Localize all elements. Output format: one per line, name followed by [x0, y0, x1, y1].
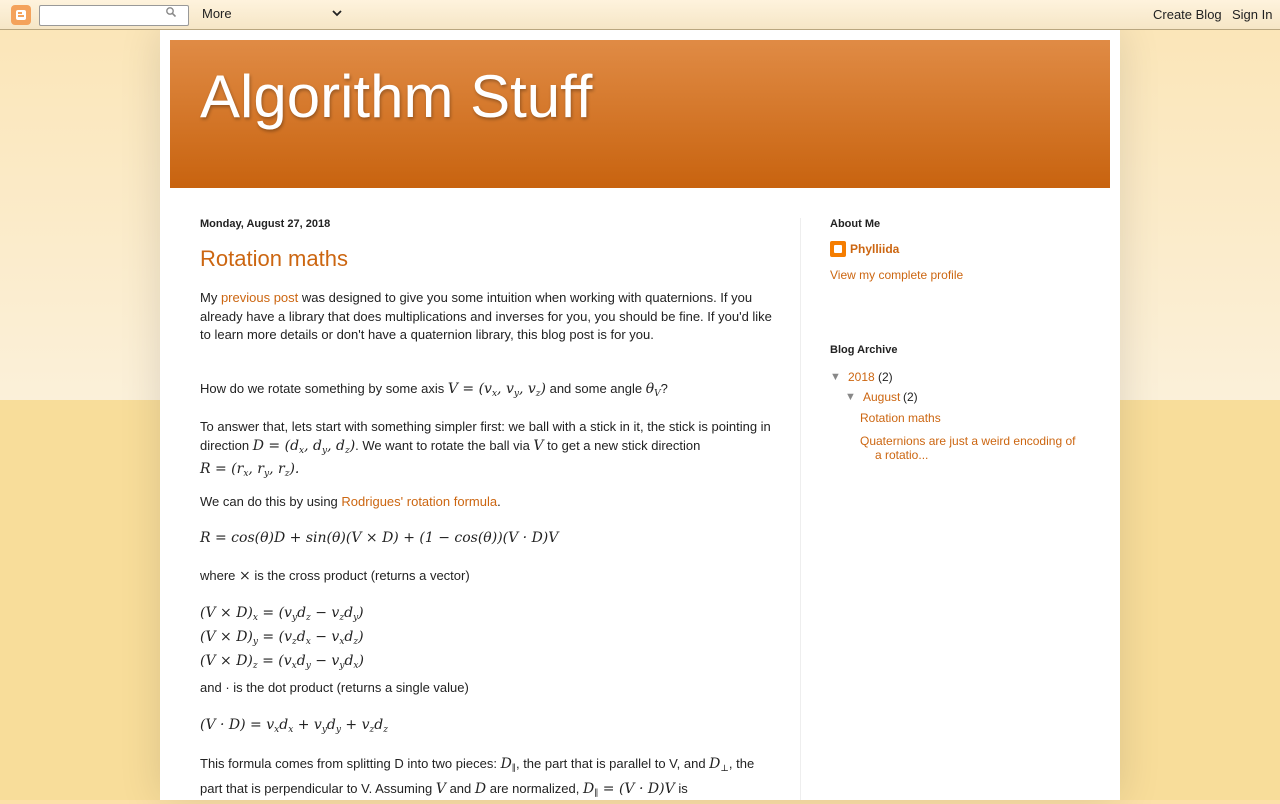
- cross-symbol: ×: [239, 568, 251, 584]
- paragraph-ball: [200, 418, 772, 484]
- split-text-f: is: [674, 781, 688, 796]
- d-perp-symbol: $D_\perp$: [709, 756, 729, 774]
- create-blog-link[interactable]: Create Blog: [1153, 7, 1222, 22]
- blog-header: [170, 40, 1110, 188]
- profile-icon: [830, 241, 846, 257]
- split-text-c: , the part that is perpendicular to V. Assuming: [200, 756, 755, 796]
- rodrigues-formula: R = cos(θ)D + sin(θ)(V × D) + (1 − cos(θ))(V · D)V: [200, 530, 559, 546]
- main-container: [160, 30, 1120, 800]
- cross-text-a: where: [200, 568, 240, 583]
- d-parallel-formula: $D_\parallel = (V \cdot D)V$: [582, 781, 675, 799]
- rodrigues-link[interactable]: Rodrigues' rotation formula: [341, 494, 498, 509]
- theta-symbol: $\theta_V$: [645, 381, 661, 399]
- navbar: [0, 0, 1280, 30]
- ball-text-b: . We want to rotate the ball via: [355, 437, 534, 453]
- view-profile-link[interactable]: View my complete profile: [830, 268, 964, 282]
- paragraph-cross: [200, 567, 772, 586]
- question-text-c: ?: [660, 381, 668, 396]
- archive-post-quaternions-cont[interactable]: a rotatio...: [875, 448, 929, 462]
- ball-text-a: To answer that, lets start with something simpler first: we ball with a stick in it, the stick is pointing in direction: [200, 419, 771, 453]
- axis-formula: $V = (v_x$, $v_y$, $v_z$): [447, 381, 546, 399]
- blog-title[interactable]: Algorithm Stuff: [200, 63, 593, 130]
- archive-year-link[interactable]: 2018: [848, 370, 875, 384]
- archive-heading: Blog Archive: [830, 344, 898, 356]
- column-divider: [800, 218, 801, 800]
- intro-text-b: was designed to give you some intuition when working with quaternions. If you already have a library that does multiplications and inverses for you, you should be fine. If you'd like to learn more details or don't have a quaternion library, this blog post is for you.: [200, 290, 772, 342]
- triangle-down-icon[interactable]: ▼: [845, 391, 856, 403]
- previous-post-link[interactable]: previous post: [220, 290, 299, 305]
- r-vector-formula: $R = (r_x$, $r_y$, $r_z$).: [200, 461, 300, 479]
- triangle-down-icon[interactable]: ▼: [830, 371, 841, 383]
- cross-product-formulas: $(V \times D)_x = (v_yd_z - v_zd_y)$ $(V \times D)_y = (v_zd_x - v_xd_z)$ $(V \times D)_z = (v_xd_y - v_yd_x)$: [200, 605, 364, 671]
- archive-month-count: (2): [903, 390, 918, 404]
- paragraph-intro: [200, 289, 772, 345]
- split-text-e: are normalized,: [486, 781, 583, 796]
- blogger-logo-icon[interactable]: [11, 5, 31, 25]
- date-header: Monday, August 27, 2018: [200, 218, 331, 230]
- search-icon[interactable]: [166, 7, 176, 17]
- dot-product-formula: $(V \cdot D) = v_xd_x + v_yd_y + v_zd_z$: [200, 717, 388, 735]
- archive-year-count: (2): [878, 370, 893, 384]
- profile-name-link[interactable]: Phylliida: [850, 242, 900, 256]
- cross-text-b: is the cross product (returns a vector): [250, 568, 470, 583]
- split-text-b: , the part that is parallel to V, and: [515, 756, 710, 771]
- sign-in-link[interactable]: Sign In: [1232, 7, 1273, 22]
- question-text-b: and some angle: [545, 381, 646, 396]
- archive-post-quaternions[interactable]: Quaternions are just a weird encoding of: [860, 434, 1076, 448]
- more-label: More: [202, 6, 232, 21]
- dot-text-b: is the dot product (returns a single value): [229, 680, 469, 695]
- archive-post-rotation-maths[interactable]: Rotation maths: [860, 411, 941, 425]
- ball-text-c: to get a new stick direction: [543, 437, 701, 453]
- dot-symbol: ·: [225, 680, 230, 695]
- dot-text-a: and: [200, 680, 226, 695]
- paragraph-dot: [200, 679, 772, 698]
- d-parallel-symbol: $D_\parallel$: [500, 756, 516, 774]
- paragraph-split: [200, 754, 772, 804]
- about-heading: About Me: [830, 218, 881, 230]
- rodrigues-text-a: We can do this by using: [200, 494, 342, 509]
- d-symbol: D: [474, 781, 487, 797]
- intro-text-a: My: [200, 290, 221, 305]
- split-text-d: and: [445, 781, 475, 796]
- post-title[interactable]: Rotation maths: [200, 246, 348, 271]
- rodrigues-text-b: .: [497, 494, 501, 509]
- paragraph-rodrigues: [200, 493, 772, 512]
- paragraph-question: [200, 380, 772, 404]
- split-text-a: This formula comes from splitting D into two pieces:: [200, 756, 501, 771]
- d-vector-formula: $D = (d_x$, $d_y$, $d_z$): [252, 437, 356, 456]
- v-symbol-2: V: [435, 781, 446, 797]
- chevron-down-icon: [332, 9, 342, 17]
- question-text-a: How do we rotate something by some axis: [200, 381, 448, 396]
- archive-month-link[interactable]: August: [863, 390, 901, 404]
- more-dropdown[interactable]: [196, 6, 346, 23]
- v-symbol: V: [533, 437, 544, 454]
